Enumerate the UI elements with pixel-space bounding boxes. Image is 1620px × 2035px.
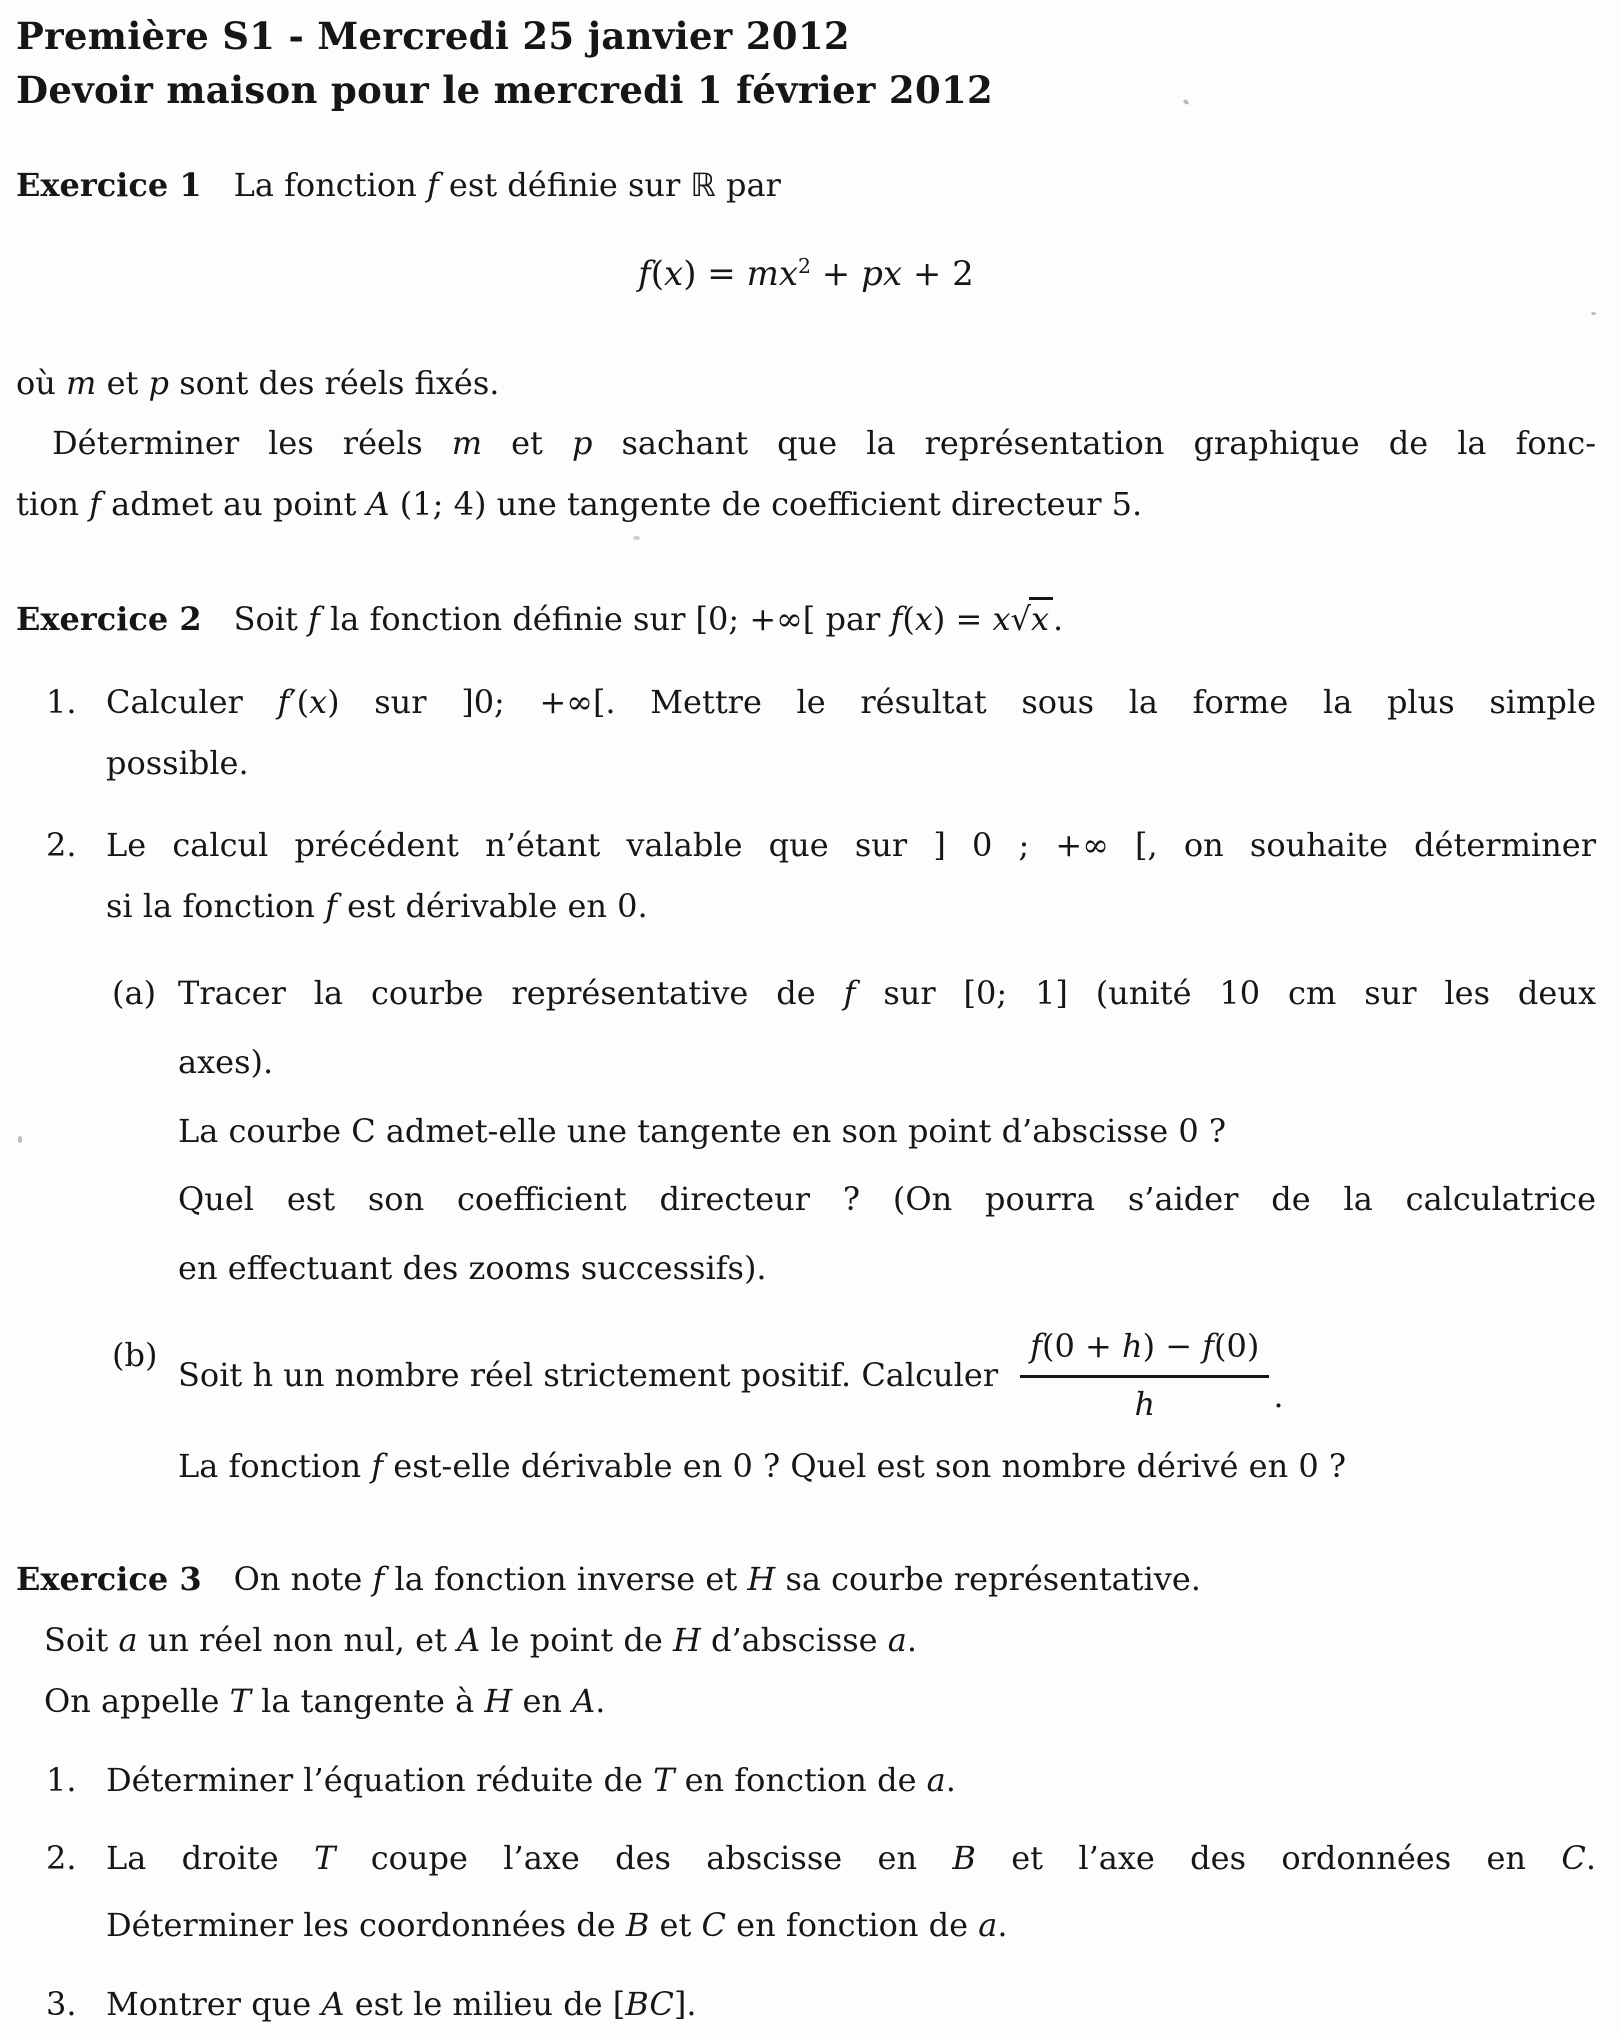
- exercise-2-subitem-a: [16, 963, 1596, 1299]
- exercise-3-item-3-text: Montrer que A est le milieu de [BC].: [106, 1984, 697, 2023]
- subitem-a-paragraph-1-line-2: axes).: [178, 1042, 274, 1081]
- exercise-2-section: [16, 589, 1596, 1497]
- exercise-2-item-2-line-2: si la fonction f est dérivable en 0.: [106, 887, 648, 926]
- exercise-3-item-1-text: Déterminer l’équation réduite de T en fonction de a.: [106, 1760, 956, 1799]
- item-content: [106, 815, 1596, 937]
- scan-speck: [18, 1136, 22, 1143]
- exercise-1-paragraph-2-line-2: tion f admet au point A (1; 4) une tangente de coefficient directeur 5.: [16, 485, 1143, 524]
- exercise-3-section: [16, 1549, 1596, 2035]
- item-marker: 1.: [46, 682, 77, 721]
- exercise-1-section: [16, 155, 1596, 535]
- exercise-1-intro: Exercice 1 La fonction f est définie sur ℝ par: [16, 166, 781, 205]
- item-content: [106, 1750, 1596, 1811]
- exercise-2-item-1-line-2: possible.: [106, 743, 249, 782]
- exercise-2-subitem-b: [16, 1325, 1596, 1497]
- exercise-3-intro: Exercice 3 On note f la fonction inverse et H sa courbe représentative.: [16, 1560, 1201, 1599]
- fraction-numerator: f(0 + h) − f(0): [1020, 1325, 1269, 1378]
- item-content: [106, 1828, 1596, 1956]
- item-marker: 3.: [46, 1984, 77, 2023]
- exercise-2-item-1-line-1: Calculer f′(x) sur ]0; +∞[. Mettre le résultat sous la forme la plus simple: [106, 682, 1597, 721]
- item-content: [178, 1325, 1596, 1497]
- item-marker: 2.: [46, 1839, 77, 1878]
- header-title-line-2: Devoir maison pour le mercredi 1 février 2012: [16, 67, 994, 112]
- fraction-trailing-period: .: [1273, 1376, 1284, 1415]
- exercise-2-item-2: [16, 815, 1596, 937]
- exercise-2-intro: Exercice 2 Soit f la fonction définie sur [0; +∞[ par f(x) = x√x .: [16, 589, 1596, 650]
- exercise-3-item-3: [16, 1974, 1596, 2035]
- exercise-1-paragraph-1: où m et p sont des réels fixés.: [16, 363, 500, 402]
- header-title-line-1: Première S1 - Mercredi 25 janvier 2012: [16, 14, 850, 58]
- document-header: [16, 10, 1596, 117]
- subitem-b-lead-text: Soit h un nombre réel strictement positif. Calculer: [178, 1356, 999, 1395]
- fraction-denominator: h: [1134, 1385, 1156, 1424]
- exercise-3-item-2-line-1: La droite T coupe l’axe des abscisse en B et l’axe des ordonnées en C.: [106, 1839, 1596, 1878]
- item-content: [178, 963, 1596, 1299]
- subitem-b-paragraph-2: La fonction f est-elle dérivable en 0 ? Quel est son nombre dérivé en 0 ?: [178, 1447, 1347, 1486]
- item-marker: (a): [112, 974, 157, 1013]
- item-content: [106, 672, 1596, 794]
- difference-quotient-fraction: [1020, 1325, 1269, 1426]
- exercise-3-item-1: [16, 1750, 1596, 1811]
- item-marker: (b): [112, 1336, 158, 1375]
- subitem-a-paragraph-2: La courbe C admet-elle une tangente en son point d’abscisse 0 ?: [178, 1111, 1226, 1150]
- scan-speck: [633, 536, 640, 540]
- exercise-3-paragraph-1: Soit a un réel non nul, et A le point de H d’abscisse a.: [44, 1621, 918, 1659]
- item-content: [106, 1974, 1596, 2035]
- subitem-a-paragraph-1-line-1: Tracer la courbe représentative de f sur [0; 1] (unité 10 cm sur les deux: [178, 974, 1597, 1013]
- exercise-2-item-2-line-1: Le calcul précédent n’étant valable que sur ] 0 ; +∞ [, on souhaite déterminer: [106, 826, 1596, 865]
- subitem-a-paragraph-3-line-2: en effectuant des zooms successifs).: [178, 1249, 767, 1288]
- exercise-1-paragraph-2-line-1: Déterminer les réels m et p sachant que la représentation graphique de la fonc-: [52, 424, 1597, 463]
- subitem-a-paragraph-3-line-1: Quel est son coefficient directeur ? (On pourra s’aider de la calculatrice: [178, 1180, 1596, 1219]
- scan-speck: [1591, 312, 1596, 315]
- subitem-b-line-with-fraction: [178, 1325, 1596, 1426]
- item-marker: 1.: [46, 1760, 77, 1799]
- exercise-3-item-2: [16, 1828, 1596, 1956]
- exercise-3-item-2-line-2: Déterminer les coordonnées de B et C en fonction de a.: [106, 1906, 1008, 1945]
- exercise-3-paragraph-2: On appelle T la tangente à H en A.: [44, 1681, 606, 1720]
- item-marker: 2.: [46, 826, 77, 865]
- exercise-2-item-1: [16, 672, 1596, 794]
- exercise-1-display-equation: $f(x) = mx^2$ + px + 2: [638, 253, 974, 295]
